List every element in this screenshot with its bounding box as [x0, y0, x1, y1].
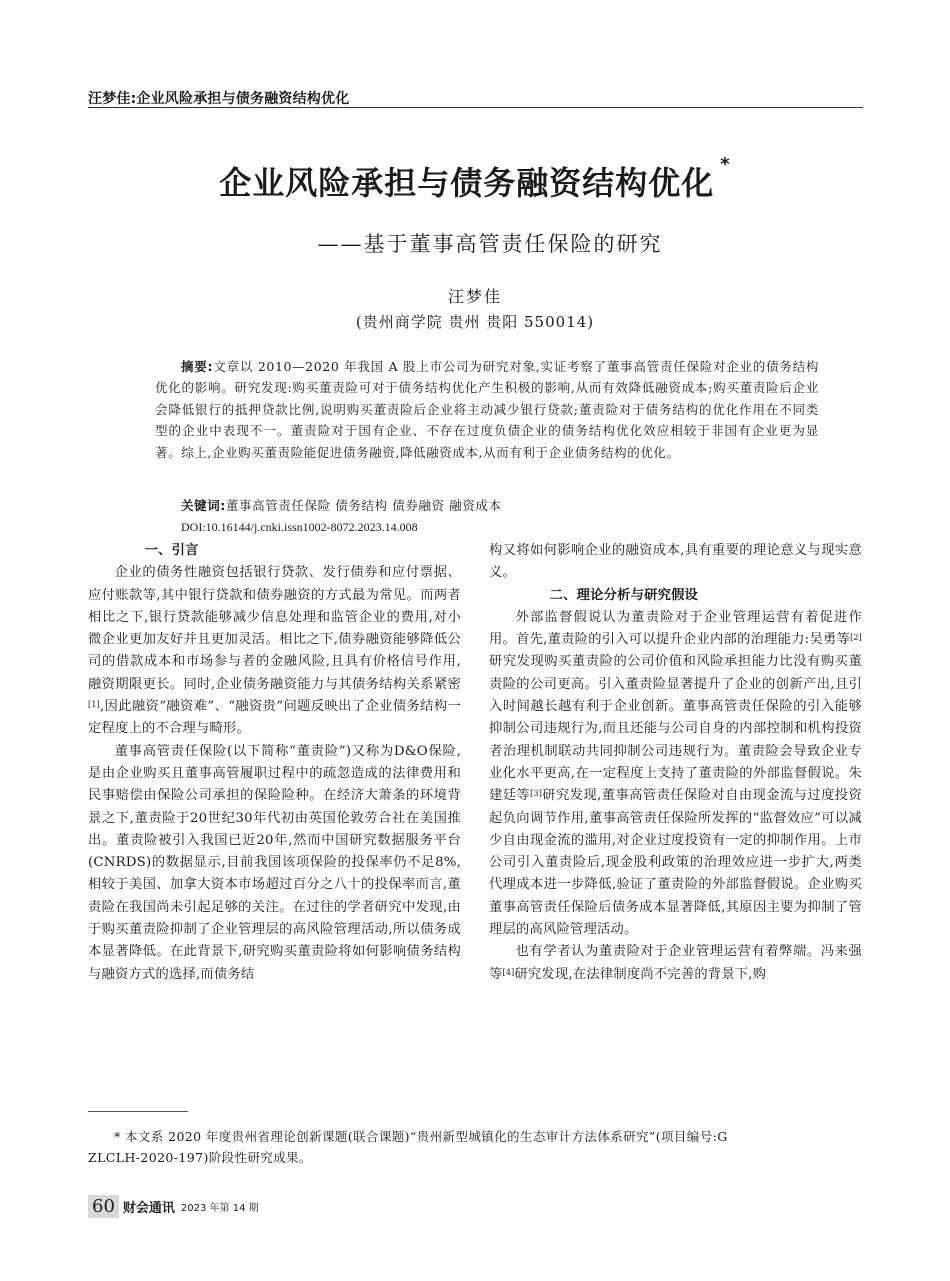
author-affiliation: (贵州商学院 贵州 贵阳 550014)	[355, 313, 595, 331]
keywords	[181, 496, 821, 514]
title-footnote-mark: *	[720, 154, 731, 175]
keywords-text: 董事高管责任保险 债务结构 债券融资 融资成本	[225, 498, 502, 513]
paragraph	[88, 562, 461, 740]
page-number: 60	[88, 1195, 119, 1218]
section-heading-intro: 一、引言	[144, 543, 199, 558]
paragraph: 构又将如何影响企业的融资成本,具有重要的理论意义与现实意义。	[489, 543, 862, 581]
article-title	[0, 154, 950, 204]
header-rule	[88, 107, 863, 108]
doi: DOI:10.16144/j.cnki.issn1002-8072.2023.14.008	[181, 520, 418, 534]
footnote-rule	[88, 1111, 188, 1112]
article-subtitle: ——基于董事高管责任保险的研究	[317, 232, 663, 256]
abstract	[155, 356, 819, 463]
citation: [4]	[502, 967, 515, 977]
paragraph-text: ,因此融资“融资难”、“融资贵”问题反映出了企业债务结构一定程度上的不合理与畸形。	[88, 699, 461, 737]
citation: [3]	[530, 789, 543, 799]
paragraph-text: 企业的债务性融资包括银行贷款、发行债券和应付票据、应付账款等,其中银行贷款和债券融资的方式最为常见。而两者相比之下,银行贷款能够减少信息处理和监管企业的费用,对小微企业更加友好并且更加灵活。相比之下,债券融资能够降低公司的借款成本和市场参与者的金融风险,且具有价格信号作用,融资期限更长。同时,企业债务融资能力与其债务结构关系紧密	[88, 565, 461, 692]
footnote-line: ZLCLH-2020-197)阶段性研究成果。	[88, 1150, 312, 1165]
paragraph	[489, 941, 862, 986]
keywords-label: 关键词:	[181, 498, 226, 513]
paragraph-text: 研究发现,董事高管责任保险对自由现金流与过度投资起负向调节作用,董事高管责任保险所发挥的“监督效应”可以减少自由现金流的滥用,对企业过度投资有一定的抑制作用。上市公司引入董责险后,现金股利政策的治理效应进一步扩大,两类代理成本进一步降低,验证了董责险的外部监督假说。企业购买董事高管责任保险后债务成本显著降低,其原因主要为抑制了管理层的高风险管理活动。	[489, 788, 862, 938]
paragraph: 董事高管责任保险(以下简称“董责险”)又称为D&O保险,是由企业购买且董事高管履职过程中的疏忽造成的法律费用和民事赔偿由保险公司承担的保险险种。在经济大萧条的环境背景之下,董责险于20世纪30年代初由英国伦敦劳合社在美国推出。董责险被引入我国已近20年,然而中国研究数据服务平台(CNRDS)的数据显示,目前我国该项保险的投保率仍不足8%,相较于美国、加拿大资本市场超过百分之八十的投保率而言,董责险在我国尚未引起足够的关注。在过往的学者研究中发现,由于购买董责险抑制了企业管理层的高风险管理活动,所以债务成本显著降低。在此背景下,研究购买董责险将如何影响债务结构与融资方式的选择,而债务结	[88, 743, 461, 982]
right-column	[489, 540, 862, 986]
paragraph-text: 外部监督假说认为董责险对于企业管理运营有着促进作用。首先,董责险的引入可以提升企业内部的治理能力:吴勇等	[489, 609, 862, 648]
paragraph-text: 研究发现,在法律制度尚不完善的背景下,购	[514, 966, 767, 982]
paragraph-text: 也有学者认为董责险对于企业管理运营有着弊端。冯来强等	[489, 944, 862, 982]
section-heading-theory: 二、理论分析与研究假设	[549, 587, 699, 603]
abstract-label: 摘要:	[181, 359, 214, 374]
running-head: 汪梦佳:企业风险承担与债务融资结构优化	[88, 91, 350, 107]
footnote-line: * 本文系 2020 年度贵州省理论创新课题(联合课题)“贵州新型城镇化的生态审计方法体系研究”(项目编号:G	[114, 1129, 728, 1144]
journal-name: 财会通讯	[122, 1201, 175, 1216]
page-footer	[88, 1195, 259, 1218]
left-column	[88, 540, 461, 986]
paragraph-text: 研究发现购买董责险的公司价值和风险承担能力比没有购买董责险的公司更高。引入董责险显著提升了企业的创新产出,且引入时间越长越有利于企业创新。董事高管责任保险的引入能够抑制公司违规行为,而且还能与公司自身的内部控制和机构投资者治理机制联动共同抑制公司违规行为。董责险会导致企业专业化水平更高,在一定程度上支持了董责险的外部监督假说。朱建廷等	[489, 654, 862, 804]
journal-issue: 2023 年第 14 期	[180, 1203, 259, 1214]
paragraph	[489, 607, 862, 941]
footnote	[88, 1126, 866, 1168]
citation: [2]	[850, 633, 862, 643]
title-text: 企业风险承担与债务融资结构优化	[219, 164, 715, 202]
author-name: 汪梦佳	[447, 287, 502, 306]
citation: [1]	[88, 700, 100, 710]
abstract-text: 文章以 2010—2020 年我国 A 股上市公司为研究对象,实证考察了董事高管责任保险对企业的债务结构优化的影响。研究发现:购买董责险可对于债务结构优化产生积极的影响,从而有效降低融资成本;购买董责险后企业会降低银行的抵押贷款比例,说明购买董责险后企业将主动减少银行贷款;董责险对于债务结构的优化作用在不同类型的企业中表现不一。董责险对于国有企业、不存在过度负债企业的债务结构优化效应相较于非国有企业更为显著。综上,企业购买董责险能促进债务融资,降低融资成本,从而有利于企业债务结构的优化。	[155, 359, 819, 460]
